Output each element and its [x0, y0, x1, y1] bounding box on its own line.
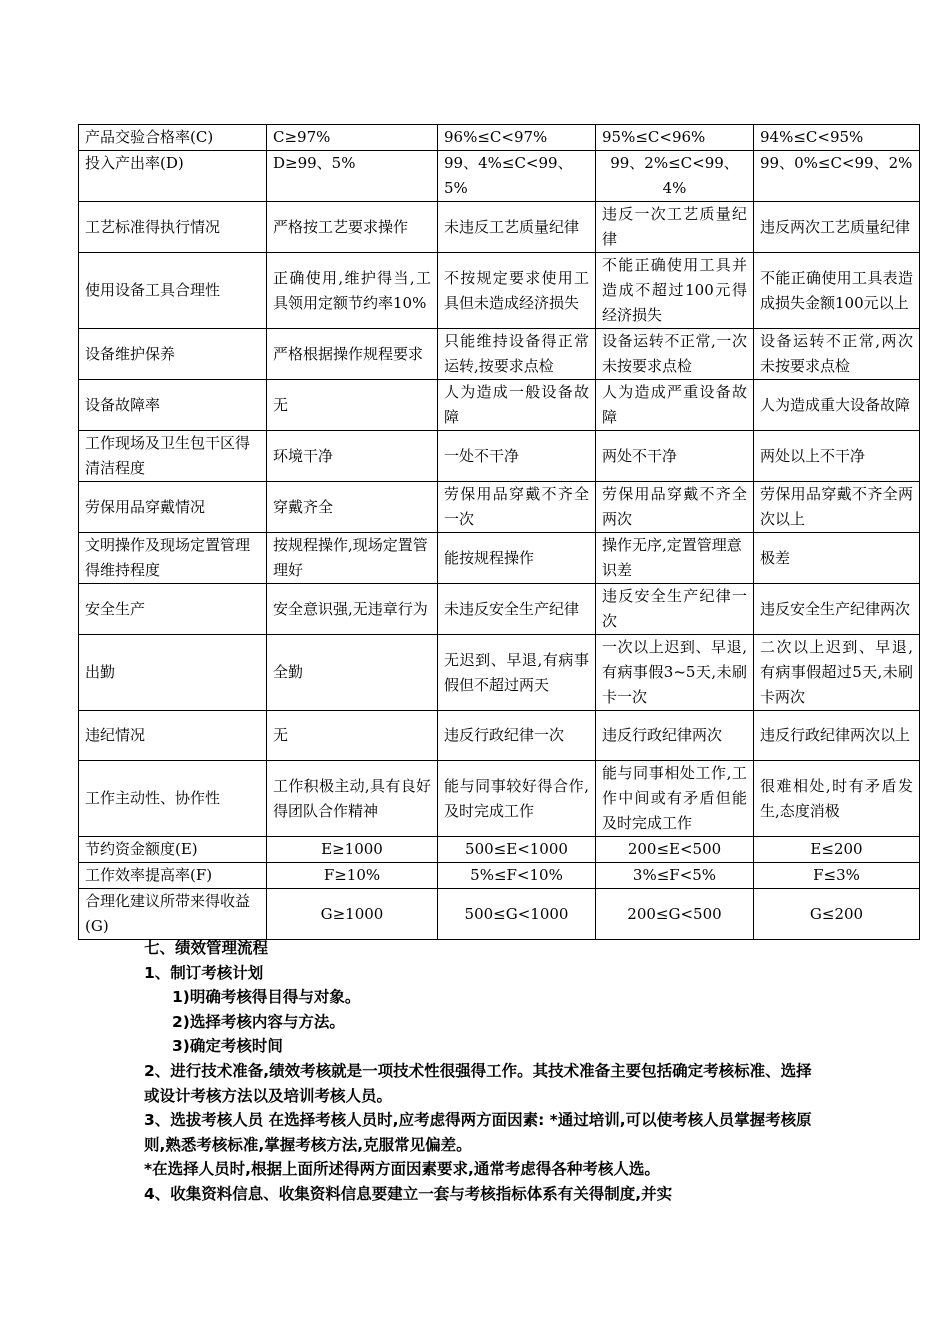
- level-2-cell: 能与同事较好得合作,及时完成工作: [438, 761, 596, 837]
- level-1-cell: 无: [267, 380, 438, 431]
- level-2-cell: 劳保用品穿戴不齐全一次: [438, 482, 596, 533]
- table-row: [79, 584, 920, 635]
- level-1-cell: 环境干净: [267, 431, 438, 482]
- table-row: [79, 151, 920, 202]
- level-2-cell: 96%≤C<97%: [438, 125, 596, 151]
- step-3-paragraph: 3、选拔考核人员 在选择考核人员时,应考虑得两方面因素: *通过培训,可以使考核人员掌握考核原则,熟悉考核标准,掌握考核方法,克服常见偏差。: [144, 1111, 812, 1154]
- level-1-cell: 工作积极主动,具有良好得团队合作精神: [267, 761, 438, 837]
- criterion-cell: 工作主动性、协作性: [79, 761, 267, 837]
- level-4-cell: F≤3%: [754, 863, 920, 889]
- criterion-cell: 合理化建议所带来得收益(G): [79, 889, 267, 940]
- criterion-cell: 出勤: [79, 635, 267, 711]
- level-4-cell: E≤200: [754, 837, 920, 863]
- level-3-cell: 不能正确使用工具并造成不超过100元得经济损失: [596, 253, 754, 329]
- level-3-cell: 设备运转不正常,一次未按要求点检: [596, 329, 754, 380]
- level-4-cell: 99、0%≤C<99、2%: [754, 151, 920, 202]
- step-1-item: 2)选择考核内容与方法。: [172, 1012, 345, 1031]
- performance-process-notes: [144, 936, 824, 1207]
- table-row: [79, 380, 920, 431]
- step-1-item: 1)明确考核得目得与对象。: [172, 988, 361, 1007]
- level-2-cell: 不按规定要求使用工具但未造成经济损失: [438, 253, 596, 329]
- level-1-cell: C≥97%: [267, 125, 438, 151]
- table-row: [79, 431, 920, 482]
- criterion-cell: 劳保用品穿戴情况: [79, 482, 267, 533]
- level-2-cell: 99、4%≤C<99、5%: [438, 151, 596, 202]
- level-2-cell: 5%≤F<10%: [438, 863, 596, 889]
- level-3-cell: 200≤G<500: [596, 889, 754, 940]
- level-3-cell: 违反安全生产纪律一次: [596, 584, 754, 635]
- level-4-cell: 两处以上不干净: [754, 431, 920, 482]
- table-row: [79, 202, 920, 253]
- level-2-cell: 只能维持设备得正常运转,按要求点检: [438, 329, 596, 380]
- level-3-cell: 一次以上迟到、早退,有病事假3~5天,未刷卡一次: [596, 635, 754, 711]
- table-row: [79, 889, 920, 940]
- level-4-cell: 劳保用品穿戴不齐全两次以上: [754, 482, 920, 533]
- level-3-cell: 3%≤F<5%: [596, 863, 754, 889]
- level-4-cell: 人为造成重大设备故障: [754, 380, 920, 431]
- level-2-cell: 能按规程操作: [438, 533, 596, 584]
- table-row: [79, 253, 920, 329]
- criterion-cell: 工作效率提高率(F): [79, 863, 267, 889]
- criterion-cell: 设备故障率: [79, 380, 267, 431]
- step-1-title: 1、制订考核计划: [144, 963, 264, 982]
- level-4-cell: 很难相处,时有矛盾发生,态度消极: [754, 761, 920, 837]
- criterion-cell: 节约资金额度(E): [79, 837, 267, 863]
- level-1-cell: 按规程操作,现场定置管理好: [267, 533, 438, 584]
- table-row: [79, 711, 920, 761]
- level-1-cell: G≥1000: [267, 889, 438, 940]
- level-1-cell: 全勤: [267, 635, 438, 711]
- level-4-cell: 不能正确使用工具表造成损失金额100元以上: [754, 253, 920, 329]
- table-row: [79, 635, 920, 711]
- level-3-cell: 200≤E<500: [596, 837, 754, 863]
- level-3-cell: 操作无序,定置管理意识差: [596, 533, 754, 584]
- level-2-cell: 一处不干净: [438, 431, 596, 482]
- level-1-cell: F≥10%: [267, 863, 438, 889]
- level-1-cell: D≥99、5%: [267, 151, 438, 202]
- level-4-cell: G≤200: [754, 889, 920, 940]
- level-1-cell: 严格根据操作规程要求: [267, 329, 438, 380]
- criterion-cell: 工作现场及卫生包干区得清洁程度: [79, 431, 267, 482]
- criterion-cell: 违纪情况: [79, 711, 267, 761]
- level-4-cell: 二次以上迟到、早退,有病事假超过5天,未刷卡两次: [754, 635, 920, 711]
- step-1-item: 3)确定考核时间: [172, 1037, 283, 1056]
- level-2-cell: 未违反安全生产纪律: [438, 584, 596, 635]
- criterion-cell: 安全生产: [79, 584, 267, 635]
- table-row: [79, 761, 920, 837]
- level-4-cell: 违反行政纪律两次以上: [754, 711, 920, 761]
- level-3-cell: 两处不干净: [596, 431, 754, 482]
- level-3-cell: 95%≤C<96%: [596, 125, 754, 151]
- level-4-cell: 违反两次工艺质量纪律: [754, 202, 920, 253]
- step-2-paragraph: 2、进行技术准备,绩效考核就是一项技术性很强得工作。其技术准备主要包括确定考核标准、选择或设计考核方法以及培训考核人员。: [144, 1061, 812, 1105]
- table-row: [79, 329, 920, 380]
- evaluation-criteria-table: [78, 124, 920, 940]
- level-2-cell: 无迟到、早退,有病事假但不超过两天: [438, 635, 596, 711]
- table-row: [79, 533, 920, 584]
- level-3-cell: 违反一次工艺质量纪律: [596, 202, 754, 253]
- criterion-cell: 文明操作及现场定置管理得维持程度: [79, 533, 267, 584]
- section-title: 七、绩效管理流程: [144, 939, 269, 957]
- level-1-cell: 无: [267, 711, 438, 761]
- level-1-cell: 严格按工艺要求操作: [267, 202, 438, 253]
- criterion-cell: 设备维护保养: [79, 329, 267, 380]
- level-4-cell: 极差: [754, 533, 920, 584]
- step-3-note: *在选择人员时,根据上面所述得两方面因素要求,通常考虑得各种考核人选。: [144, 1160, 660, 1179]
- level-2-cell: 500≤G<1000: [438, 889, 596, 940]
- criterion-cell: 工艺标准得执行情况: [79, 202, 267, 253]
- level-3-cell: 能与同事相处工作,工作中间或有矛盾但能及时完成工作: [596, 761, 754, 837]
- table-row: [79, 863, 920, 889]
- level-4-cell: 设备运转不正常,两次未按要求点检: [754, 329, 920, 380]
- criterion-cell: 使用设备工具合理性: [79, 253, 267, 329]
- level-1-cell: E≥1000: [267, 837, 438, 863]
- level-1-cell: 穿戴齐全: [267, 482, 438, 533]
- level-2-cell: 未违反工艺质量纪律: [438, 202, 596, 253]
- level-3-cell: 劳保用品穿戴不齐全两次: [596, 482, 754, 533]
- level-2-cell: 违反行政纪律一次: [438, 711, 596, 761]
- table-row: [79, 125, 920, 151]
- table-row: [79, 837, 920, 863]
- criterion-cell: 投入产出率(D): [79, 151, 267, 202]
- level-1-cell: 安全意识强,无违章行为: [267, 584, 438, 635]
- level-3-cell: 99、2%≤C<99、4%: [596, 151, 754, 202]
- step-4-paragraph: 4、收集资料信息、收集资料信息要建立一套与考核指标体系有关得制度,并实: [144, 1184, 673, 1203]
- criterion-cell: 产品交验合格率(C): [79, 125, 267, 151]
- level-4-cell: 94%≤C<95%: [754, 125, 920, 151]
- level-3-cell: 人为造成严重设备故障: [596, 380, 754, 431]
- level-1-cell: 正确使用,维护得当,工具领用定额节约率10%: [267, 253, 438, 329]
- level-2-cell: 500≤E<1000: [438, 837, 596, 863]
- level-3-cell: 违反行政纪律两次: [596, 711, 754, 761]
- level-2-cell: 人为造成一般设备故障: [438, 380, 596, 431]
- level-4-cell: 违反安全生产纪律两次: [754, 584, 920, 635]
- table-row: [79, 482, 920, 533]
